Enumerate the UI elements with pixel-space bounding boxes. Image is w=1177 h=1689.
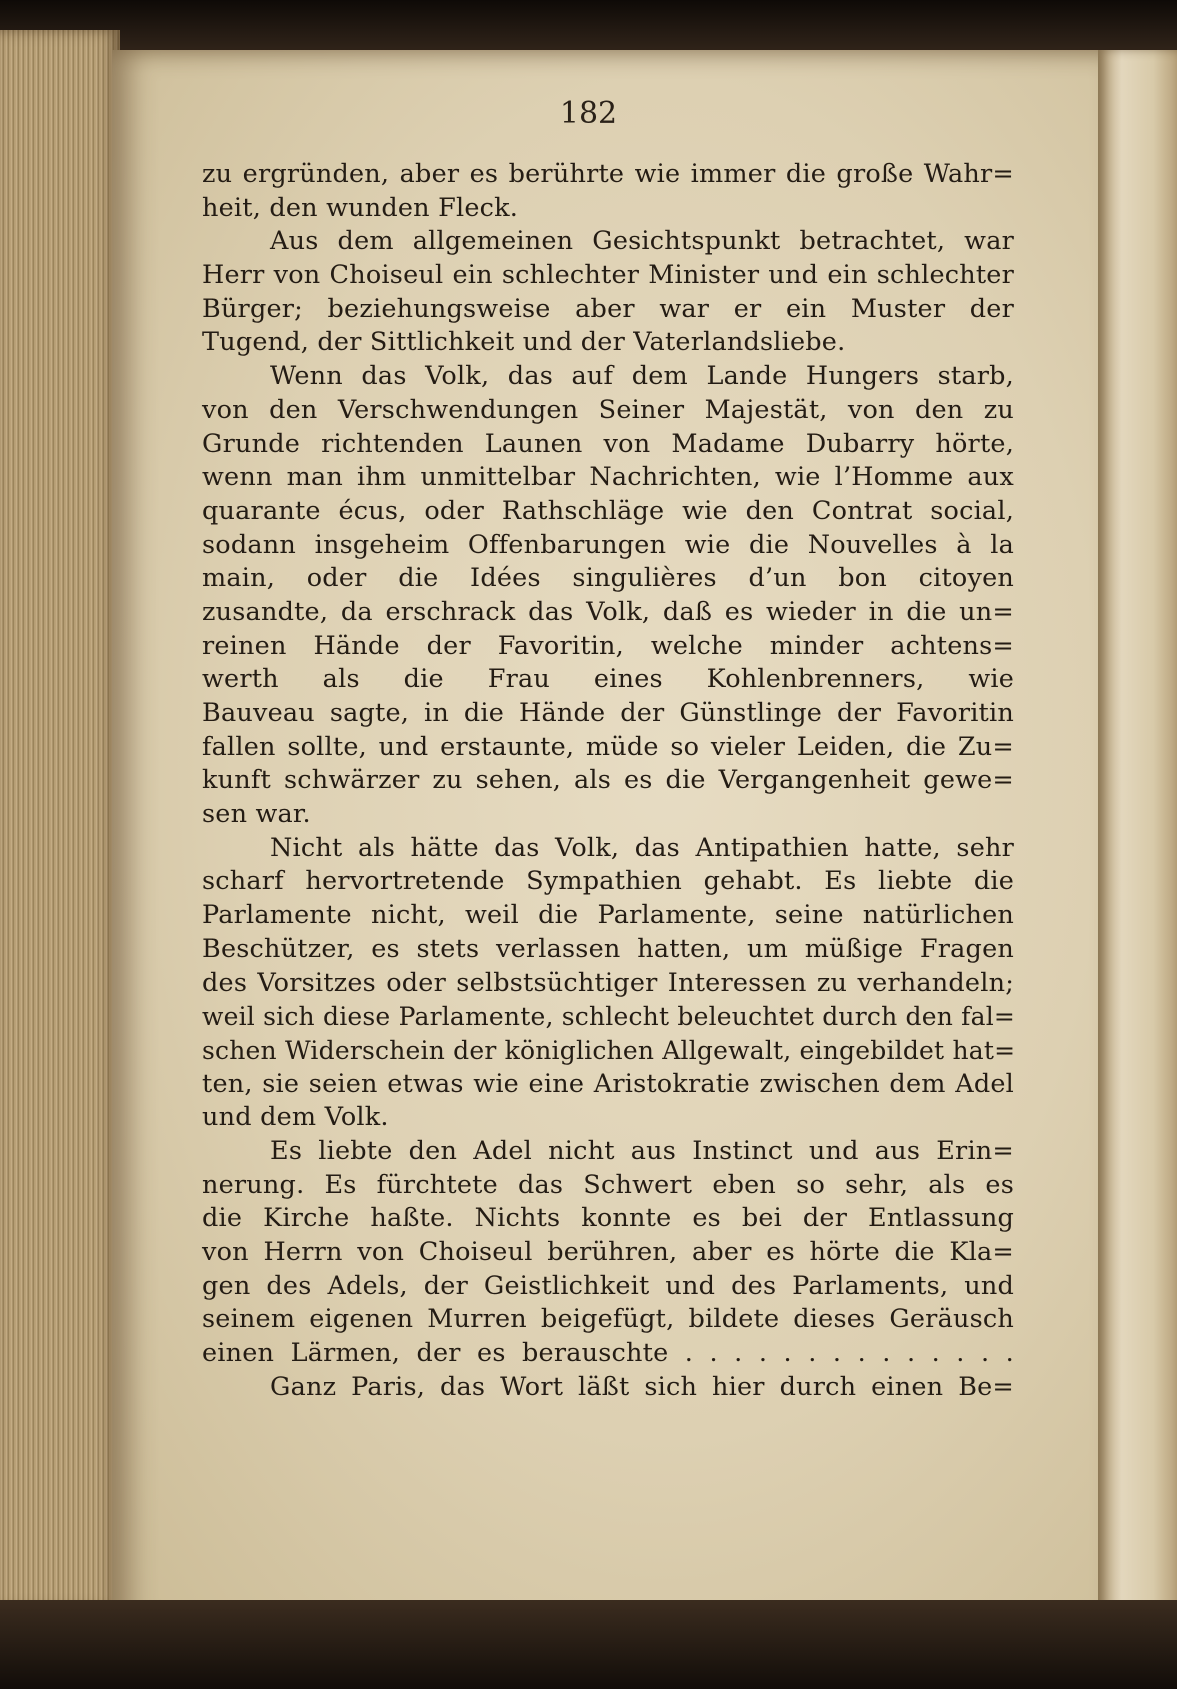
text-line: von Herrn von Choiseul berühren, aber es hörte die Kla= <box>202 1237 1014 1267</box>
text-line: kunft schwärzer zu sehen, als es die Vergangenheit gewe= <box>202 765 1014 796</box>
text-line: des Vorsitzes oder selbstsüchtiger Interessen zu verhandeln; <box>202 967 1014 998</box>
body-text <box>202 158 1014 1404</box>
text-line: ten, sie seien etwas wie eine Aristokratie zwischen dem Adel <box>202 1068 1014 1099</box>
text-line: Aus dem allgemeinen Gesichtspunkt betrachtet, war <box>270 226 1014 257</box>
text-line: gen des Adels, der Geistlichkeit und des Parlaments, und <box>202 1270 1014 1301</box>
text-line: sodann insgeheim Offenbarungen wie die Nouvelles à la <box>202 529 1014 560</box>
text-line: scharf hervortretende Sympathien gehabt. Es liebte die <box>202 866 1014 897</box>
text-line: werth als die Frau eines Kohlenbrenners, wie <box>202 664 1014 695</box>
text-line: Nicht als hätte das Volk, das Antipathien hatte, sehr <box>270 832 1014 863</box>
text-line: fallen sollte, und erstaunte, müde so vieler Leiden, die Zu= <box>202 731 1014 762</box>
text-line: Ganz Paris, das Wort läßt sich hier durch einen Be= <box>270 1371 1014 1402</box>
text-line: weil sich diese Parlamente, schlecht beleuchtet durch den fal= <box>202 1002 1016 1032</box>
text-line: Tugend, der Sittlichkeit und der Vaterlandsliebe. <box>202 327 846 358</box>
text-line: nerung. Es fürchtete das Schwert eben so sehr, als es <box>202 1169 1014 1200</box>
text-line: Wenn das Volk, das auf dem Lande Hungers starb, <box>270 361 1014 392</box>
text-line: reinen Hände der Favoritin, welche minder achtens= <box>202 630 1014 661</box>
text-line: Bürger; beziehungsweise aber war er ein Muster der <box>202 293 1014 324</box>
text-line: Beschützer, es stets verlassen hatten, um müßige Fragen <box>202 933 1014 964</box>
text-line: sen war. <box>202 799 311 830</box>
text-line: quarante écus, oder Rathschläge wie den Contrat social, <box>202 495 1014 526</box>
text-line: zusandte, da erschrack das Volk, daß es wieder in die un= <box>202 596 1014 627</box>
text-line: zu ergründen, aber es berührte wie immer die große Wahr= <box>202 159 1014 189</box>
text-line: von den Verschwendungen Seiner Majestät, von den zu <box>202 394 1014 425</box>
text-line: die Kirche haßte. Nichts konnte es bei der Entlassung <box>202 1203 1014 1234</box>
text-line: Grunde richtenden Launen von Madame Dubarry hörte, <box>202 428 1014 459</box>
text-line: und dem Volk. <box>202 1102 389 1133</box>
text-line: Es liebte den Adel nicht aus Instinct und aus Erin= <box>270 1135 1014 1166</box>
page-edges-left <box>0 30 120 1610</box>
text-line: Parlamente nicht, weil die Parlamente, seine natürlichen <box>202 900 1014 931</box>
page-edge-right <box>1098 50 1177 1630</box>
book-cover-bottom <box>0 1600 1177 1689</box>
text-line: schen Widerschein der königlichen Allgewalt, eingebildet hat= <box>202 1035 1016 1065</box>
text-line: seinem eigenen Murren beigefügt, bildete dieses Geräusch <box>202 1304 1014 1335</box>
page-number: 182 <box>559 96 618 131</box>
text-line: Herr von Choiseul ein schlechter Minister und ein schlechter <box>202 260 1014 291</box>
text-line: Bauveau sagte, in die Hände der Günstlinge der Favoritin <box>202 698 1014 728</box>
text-line: wenn man ihm unmittelbar Nachrichten, wie l’Homme aux <box>202 462 1014 493</box>
text-line: heit, den wunden Fleck. <box>202 192 519 223</box>
text-line: main, oder die Idées singulières d’un bon citoyen <box>202 563 1014 594</box>
text-line: einen Lärmen, der es berauschte . . . . . . . . . . . . . . <box>202 1338 1014 1369</box>
